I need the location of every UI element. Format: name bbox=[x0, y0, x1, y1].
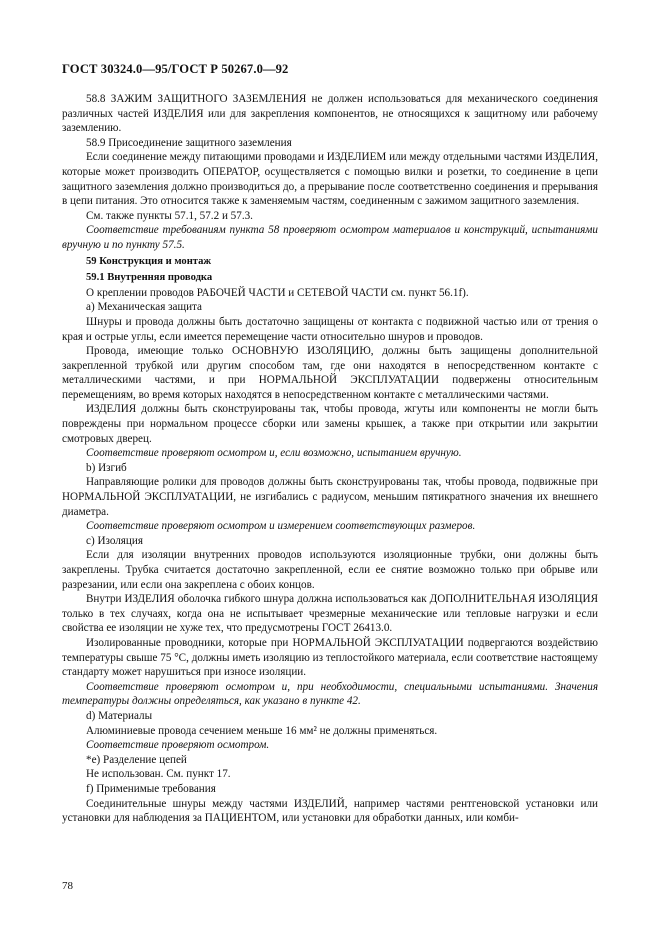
compliance-note: Соответствие проверяют осмотром и измерением соответствующих размеров. bbox=[86, 520, 476, 533]
paragraph: Изолированные проводники, которые при НОРМАЛЬНОЙ ЭКСПЛУАТАЦИИ подвергаются воздействию температуры свыше 75 °С, должны иметь изоляцию из теплостойкого материала, если соответствие настоящему стандарту может нарушиться при износе изоляции. bbox=[62, 636, 598, 679]
subclause-title: b) Изгиб bbox=[86, 461, 127, 474]
standard-header: ГОСТ 30324.0—95/ГОСТ Р 50267.0—92 bbox=[62, 62, 289, 76]
paragraph: Внутри ИЗДЕЛИЯ оболочка гибкого шнура должна использоваться как ДОПОЛНИТЕЛЬНАЯ ИЗОЛЯЦИЯ только в тех случаях, когда она не испытывает чрезмерные механические или тепловые нагрузки и если свойства ее изоляции не хуже тех, что предусмотрены ГОСТ 26413.0. bbox=[62, 593, 598, 635]
paragraph: Провода, имеющие только ОСНОВНУЮ ИЗОЛЯЦИЮ, должны быть защищены дополнительной закрепленной трубкой или другим способом там, где они находятся в непосредственном контакте с металлическими частями, и при НОРМАЛЬНОЙ ЭКСПЛУАТАЦИИ подвержены относительным перемещениям, во время которых находятся в непосредственном контакте с металлическими частями. bbox=[62, 345, 598, 401]
clause-59-1-heading: 59.1 Внутренняя проводка bbox=[86, 272, 213, 284]
page-number: 78 bbox=[62, 880, 73, 892]
paragraph: ИЗДЕЛИЯ должны быть сконструированы так, чтобы провода, жгуты или компоненты не могли быть повреждены при нормальном процессе сборки или замены крышек, а также при открытии или закрытии смотровых дверец. bbox=[62, 403, 598, 445]
compliance-note: Соответствие проверяют осмотром и, при необходимости, специальными испытаниями. Значения температуры должны определяться, как указано в пункте 42. bbox=[62, 680, 598, 708]
paragraph: Если для изоляции внутренних проводов используются изоляционные трубки, они должны быть закреплены. Трубка считается достаточно закрепленной, если ее снятие возможно только при обрыве или разрезании, или если она закреплена с обоих концов. bbox=[62, 549, 598, 591]
paragraph: Если соединение между питающими проводами и ИЗДЕЛИЕМ или между отдельными частями ИЗДЕЛИЯ, которые может производить ОПЕРАТОР, осуществляется с помощью вилки и розетки, то соединение в цепи защитного заземления должно производиться до, а прерывание после соответственно соединения и прерывания в цепи питания. Это относится также к заменяемым частям, соединенным с зажимом защитного заземления. bbox=[62, 151, 598, 208]
compliance-note: Соответствие проверяют осмотром и, если возможно, испытанием вручную. bbox=[86, 447, 462, 460]
compliance-note: Соответствие требованиям пункта 58 проверяют осмотром материалов и конструкций, испытаниями вручную и по пункту 57.5. bbox=[62, 224, 598, 251]
subclause-title: *е) Разделение цепей bbox=[86, 753, 187, 766]
subclause-title: d) Материалы bbox=[86, 709, 153, 722]
subclause-title: а) Механическая защита bbox=[86, 301, 202, 314]
paragraph: Алюминиевые провода сечением меньше 16 мм² не должны применяться. bbox=[86, 724, 438, 737]
paragraph-58-8: 58.8 ЗАЖИМ ЗАЩИТНОГО ЗАЗЕМЛЕНИЯ не должен использоваться для механического соединения различных частей ИЗДЕЛИЯ или для закрепления компонентов, не относящихся к защитному или рабочему заземлению. bbox=[62, 93, 598, 135]
paragraph: Шнуры и провода должны быть достаточно защищены от контакта с подвижной частью или от трения о края и острые углы, если имеется перемещение части относительно шнуров и проводов. bbox=[62, 315, 598, 343]
subclause-title: f) Применимые требования bbox=[86, 782, 216, 795]
subclause-title: с) Изоляция bbox=[86, 534, 143, 547]
compliance-note: Соответствие проверяют осмотром. bbox=[86, 739, 270, 752]
paragraph: Направляющие ролики для проводов должны быть сконструированы так, чтобы провода, подвижные при НОРМАЛЬНОЙ ЭКСПЛУАТАЦИИ, не изгибались с радиусом, меньшим пятикратного значения их внешнего диаметра. bbox=[62, 476, 598, 518]
document-body bbox=[62, 92, 598, 826]
section-59-heading: 59 Конструкция и монтаж bbox=[86, 255, 212, 267]
paragraph: О креплении проводов РАБОЧЕЙ ЧАСТИ и СЕТЕВОЙ ЧАСТИ см. пункт 56.1f). bbox=[86, 286, 469, 299]
paragraph: См. также пункты 57.1, 57.2 и 57.3. bbox=[86, 209, 253, 222]
clause-58-9-title: 58.9 Присоединение защитного заземления bbox=[86, 136, 292, 149]
paragraph: Не использован. См. пункт 17. bbox=[86, 768, 231, 781]
paragraph: Соединительные шнуры между частями ИЗДЕЛИЙ, например частями рентгеновской установки или установки для наблюдения за ПАЦИЕНТОМ, или установки для обработки данных, или комби- bbox=[62, 797, 598, 825]
